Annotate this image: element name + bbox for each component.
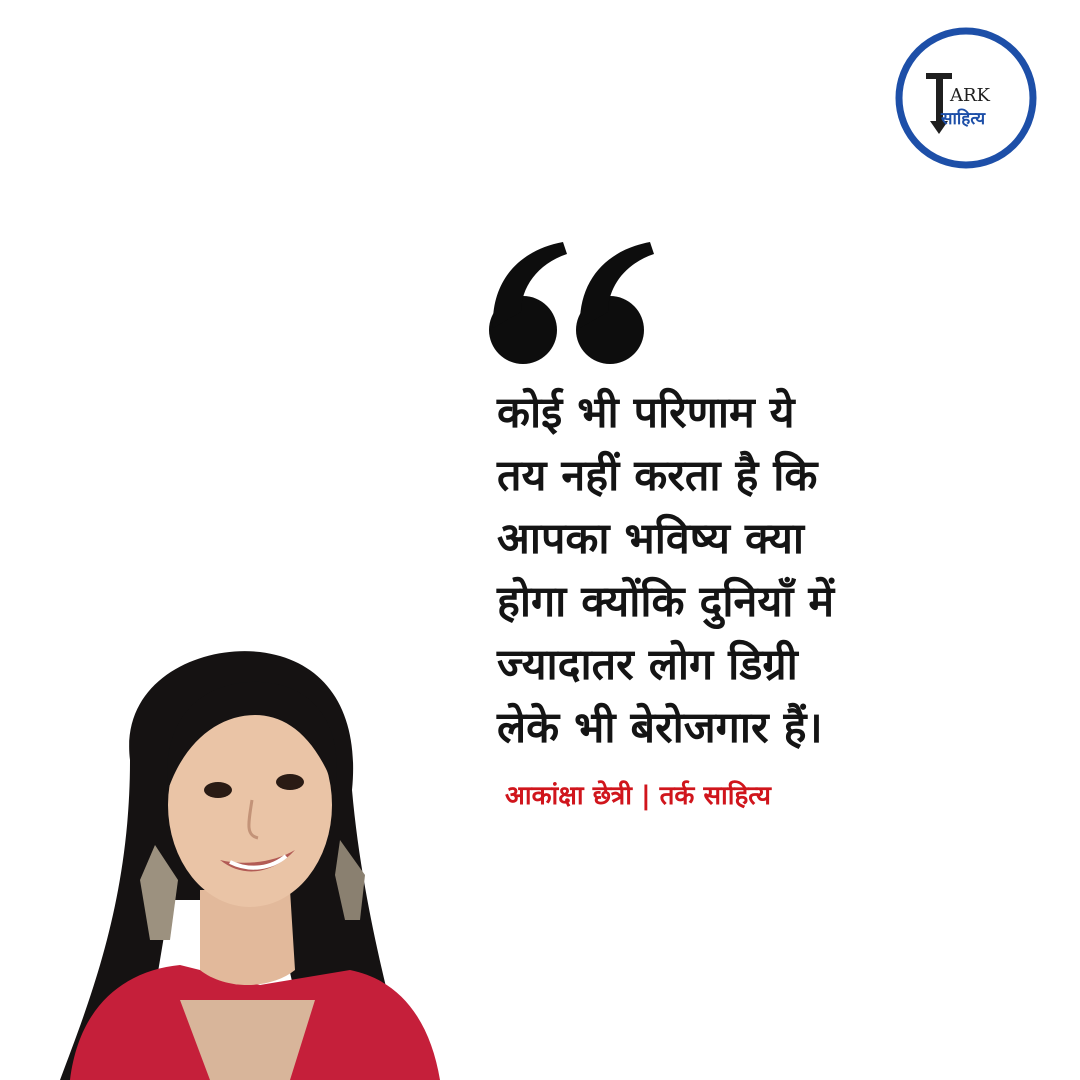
brand-logo: [890, 22, 1042, 174]
author-portrait: [60, 640, 460, 1080]
brand-latin-text: ARK: [950, 85, 990, 106]
quotation-mark-icon: [485, 240, 665, 370]
quote-line: लेके भी बेरोजगार हैं।: [497, 703, 823, 753]
quote-line: ज्यादातर लोग डिग्री: [497, 640, 798, 690]
brand-logo-graphic: [890, 22, 1042, 174]
quote-line: कोई भी परिणाम ये: [497, 388, 795, 438]
quote-line: आपका भविष्य क्या: [497, 514, 805, 564]
quote-attribution: आकांक्षा छेत्री | तर्क साहित्य: [505, 781, 771, 811]
brand-hindi-text: साहित्य: [941, 109, 986, 129]
quote-line: तय नहीं करता है कि: [497, 451, 818, 501]
quote-line: होगा क्योंकि दुनियाँ में: [497, 577, 835, 627]
quote-text: [497, 382, 997, 760]
